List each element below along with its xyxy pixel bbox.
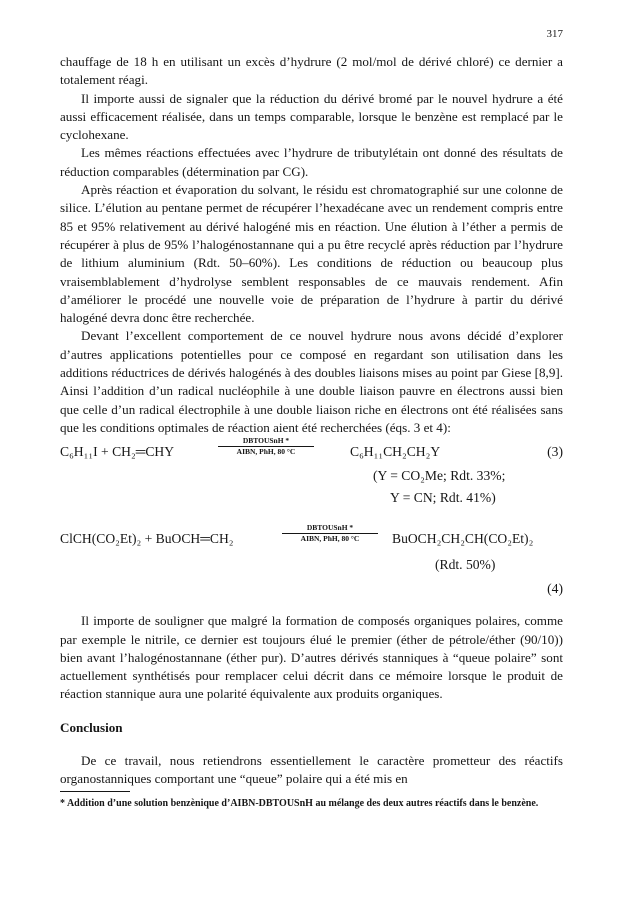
paragraph-5: Devant l’excellent comportement de ce nouvel hydrure nous avons décidé d’explorer d’autres applications potentielles pour ce composé en regardant son utilisation dans les additions réductrices de dérivés halogénés à des doubles liaisons mises au point par Giese [8,9]. Ainsi l’addition d’un radical nucléophile à une double liaison pauvre en électrons aussi bien que celle d’un radical électrophile à une double liaison riche en électrons ont été réalisées sans que les conditions optimales de réaction aient été recherchées (éqs. 3 et 4):: [60, 328, 563, 435]
eq4-yield: (Rdt. 50%): [435, 557, 496, 573]
eq3-conditions: AIBN, PhH, 80 °C: [236, 447, 296, 457]
equation-4: [60, 523, 563, 602]
footnote-rule: [60, 791, 130, 792]
paragraph-2: Il importe aussi de signaler que la réduction du dérivé bromé par le nouvel hydrure a été aussi efficacement réalisée, dans un temps comparable, lorsque le benzène est remplacé par le cyclohexane.: [60, 90, 563, 143]
eq3-yield-2: Y = CN; Rdt. 41%): [390, 490, 496, 506]
eq4-conditions: AIBN, PhH, 80 °C: [300, 534, 360, 544]
paragraph-1: chauffage de 18 h en utilisant un excès d’hydrure (2 mol/mol de dérivé chloré) ce dernier a totalement réagi.: [60, 54, 563, 88]
eq3-reagent: DBTOUSnH *: [218, 436, 314, 447]
paragraph-3: Les mêmes réactions effectuées avec l’hydrure de tributylétain ont donné des résultats de réduction comparables (détermination par CG).: [60, 145, 563, 179]
footnote: * Addition d’une solution benzènique d’AIBN-DBTOUSnH au mélange des deux autres réactifs dans le benzène.: [60, 798, 539, 809]
page-number: 317: [546, 28, 563, 40]
section-heading-conclusion: Conclusion: [60, 719, 123, 735]
eq4-number: (4): [547, 581, 563, 597]
eq3-reactants: C₆H₁₁I + CH₂═CHY: [60, 444, 175, 460]
paragraph-4: Après réaction et évaporation du solvant, le résidu est chromatographié sur une colonne de silice. L’élution au pentane permet de récupérer l’hexadécane avec un rendement compris entre 85 et 95% relativement au dérivé halogéné mis en réaction. Une élution à l’éther a permis de récupérer à plus de 95% l’halogénostannane qui a pu être recyclé après réduction par l’hydrure de lithium aluminium (Rdt. 50–60%). Les conditions de réduction ou beaucoup plus vraisemblablement d’hydrolyse semblent responsables de ce mauvais rendement. Afin d’améliorer le procédé une nouvelle voie de préparation de l’hydrure à partir du dérivé halogéné devra donc être recherchée.: [60, 182, 563, 326]
eq4-product: BuOCH₂CH₂CH(CO₂Et)₂: [392, 531, 534, 547]
paragraph-conclusion: De ce travail, nous retiendrons essentiellement le caractère prometteur des réactifs organostanniques comportant une “queue” polaire qui a été mis en: [60, 753, 563, 787]
equation-3: [60, 436, 563, 511]
eq3-product: C₆H₁₁CH₂CH₂Y: [350, 444, 441, 460]
eq4-arrow: [282, 523, 378, 544]
paragraph-6: Il importe de souligner que malgré la formation de composés organiques polaires, comme par exemple le nitrile, ce dernier est toujours élué le premier (éther de pétrole/éther (90/10)) bien avant l’halogénostannane (éther pur). D’autres dérivés stanniques à “queue polaire” sont actuellement synthétisés pour remplacer celui décrit dans ce mémoire lorsque le produit de réaction stannique aura une polarité équivalente aux produits organiques.: [60, 613, 563, 702]
eq4-reactants: ClCH(CO₂Et)₂ + BuOCH═CH₂: [60, 531, 234, 547]
eq3-arrow: [218, 436, 314, 457]
eq3-yield-1: (Y = CO₂Me; Rdt. 33%;: [373, 468, 506, 484]
eq4-reagent: DBTOUSnH *: [282, 523, 378, 534]
body-text: [60, 53, 563, 789]
eq3-number: (3): [547, 444, 563, 460]
